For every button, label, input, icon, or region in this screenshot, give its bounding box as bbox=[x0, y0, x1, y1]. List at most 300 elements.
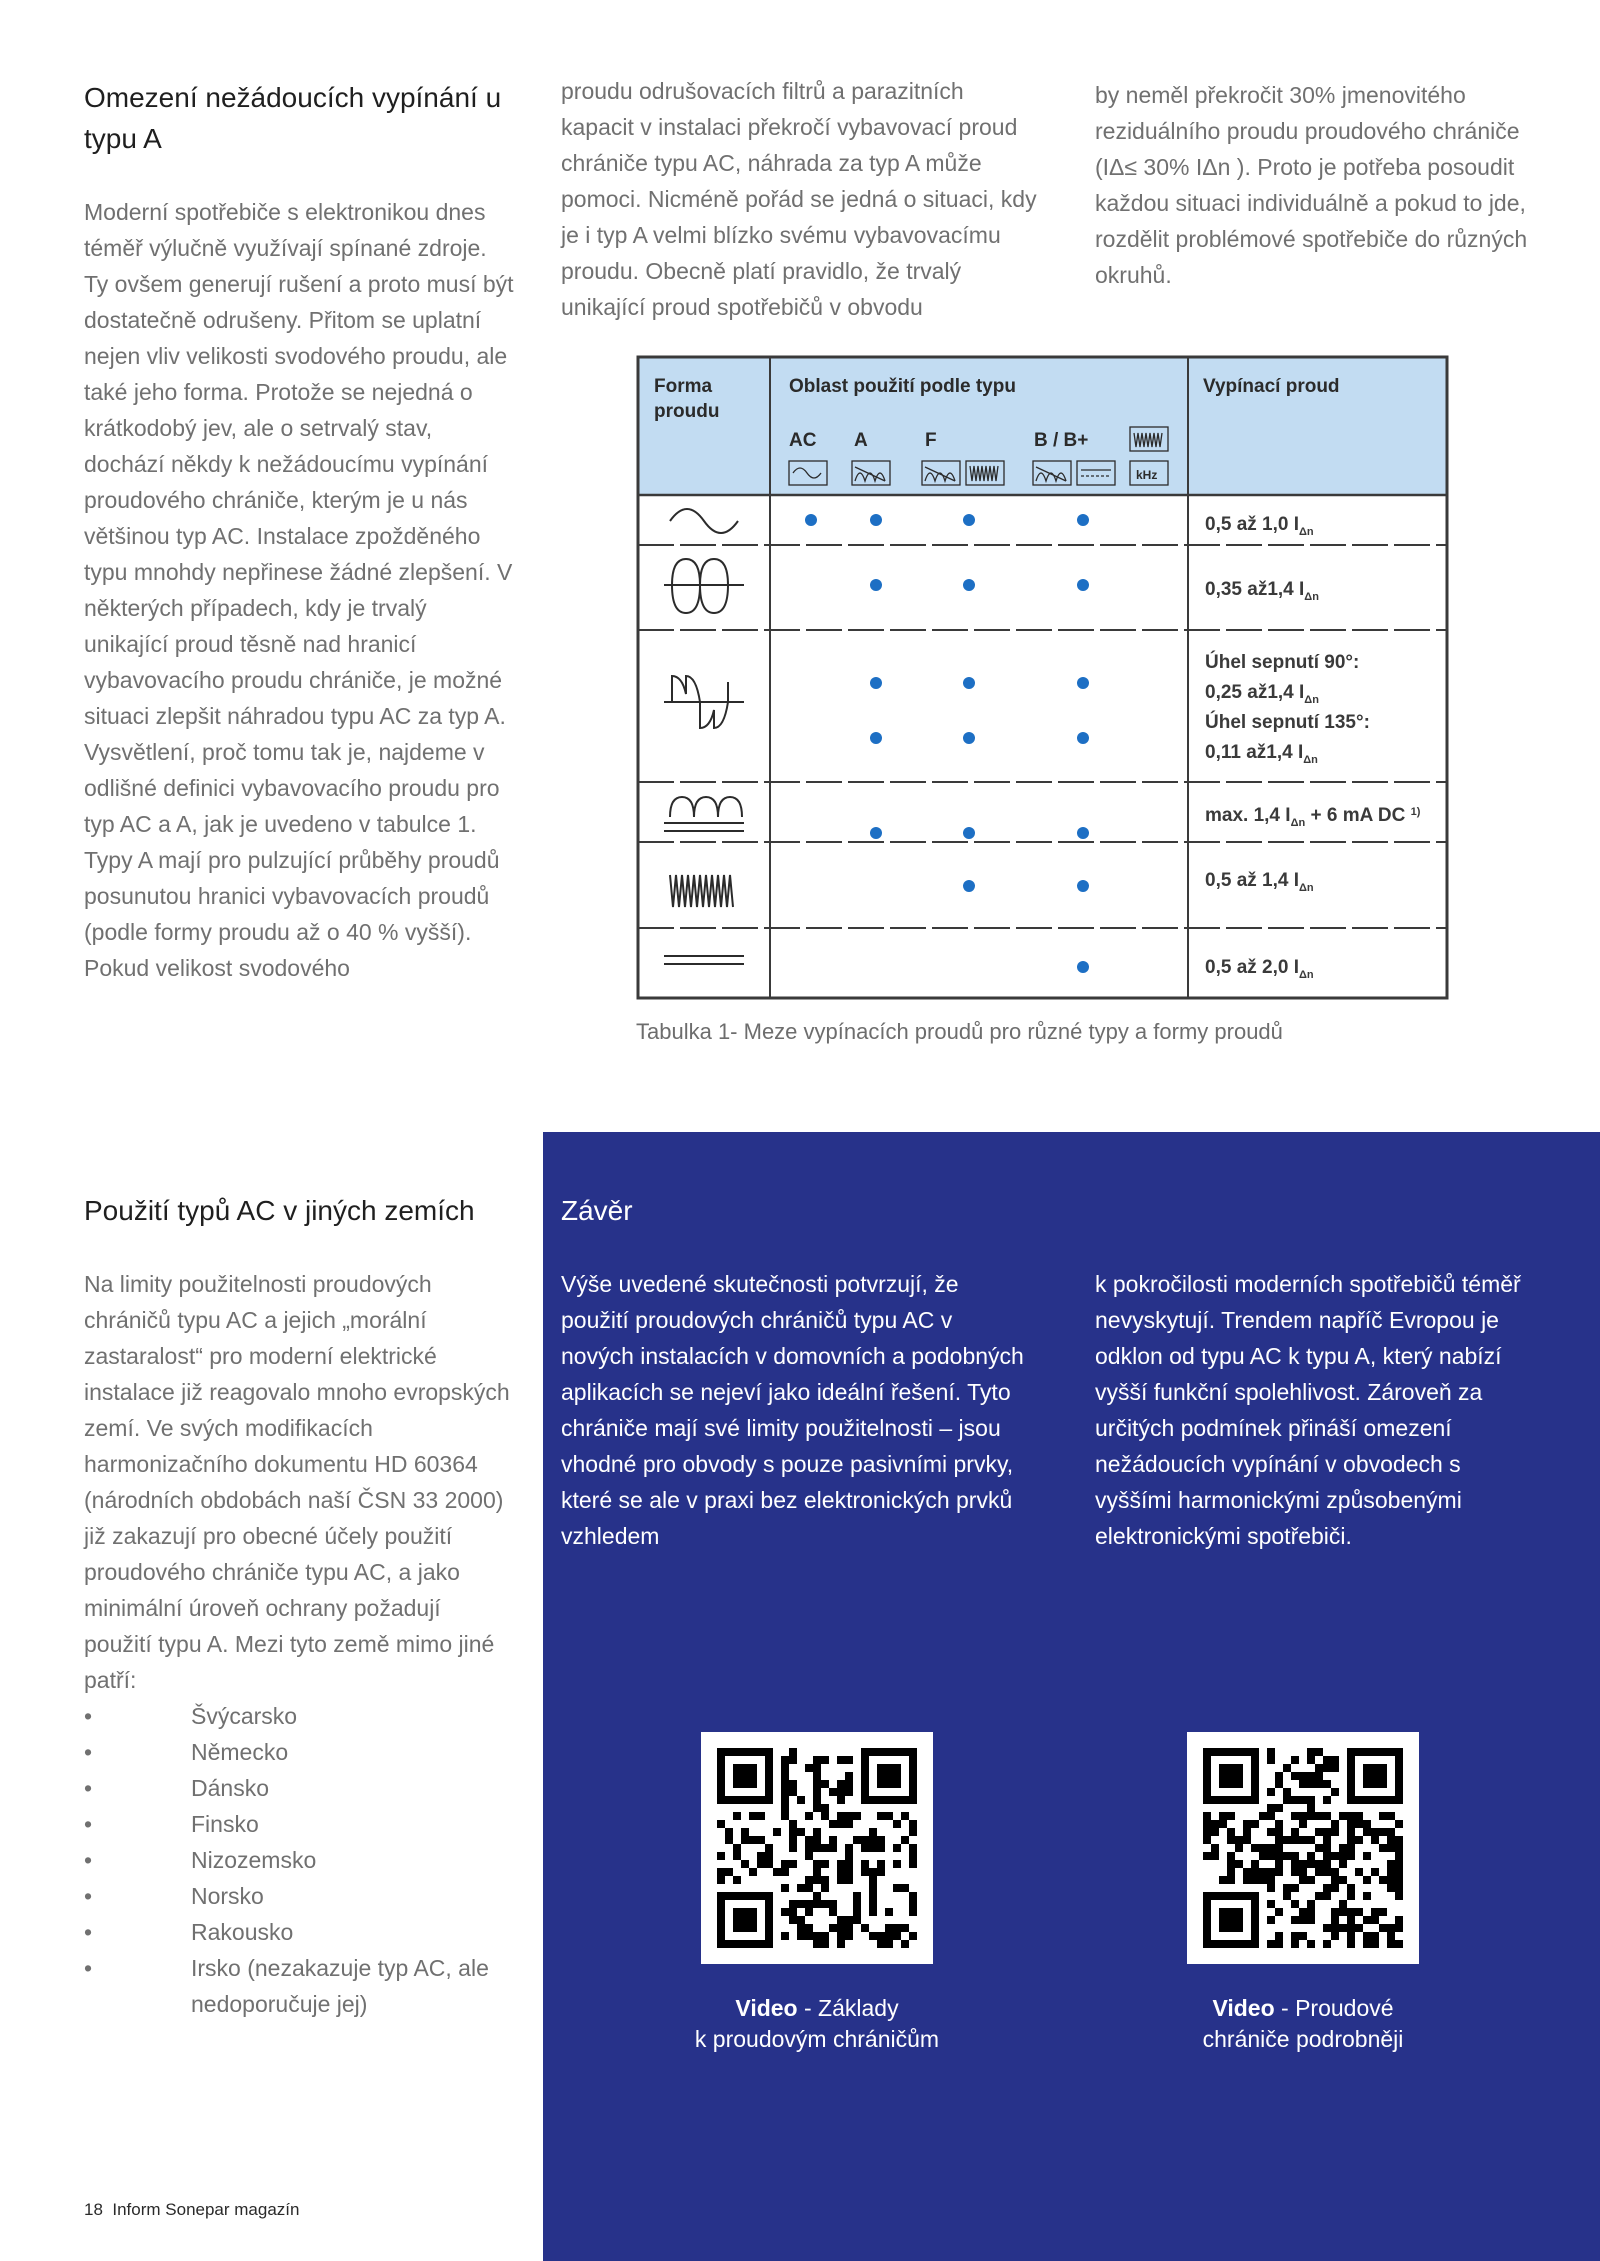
qr-module bbox=[837, 1932, 845, 1940]
pulsating-dc-smooth-offset-icon bbox=[664, 797, 744, 831]
qr-module bbox=[1323, 1884, 1331, 1892]
qr-module bbox=[821, 1932, 829, 1940]
qr-module bbox=[1259, 1876, 1267, 1884]
qr-module bbox=[893, 1860, 901, 1868]
qr-module bbox=[1395, 1820, 1403, 1828]
type-dot bbox=[1077, 961, 1089, 973]
qr-module bbox=[821, 1804, 829, 1812]
qr-module bbox=[1307, 1748, 1315, 1756]
qr-module bbox=[821, 1884, 829, 1892]
qr-module bbox=[1267, 1852, 1275, 1860]
qr-module bbox=[1275, 1772, 1283, 1780]
qr-module bbox=[1339, 1908, 1347, 1916]
qr-module bbox=[1267, 1748, 1275, 1756]
qr-module bbox=[1283, 1788, 1291, 1796]
qr-module bbox=[869, 1868, 877, 1876]
qr-caption-basics[interactable]: Video - Základy k proudovým chráničům bbox=[694, 1995, 940, 2052]
country-list-item bbox=[84, 1914, 514, 1950]
qr-module bbox=[733, 1876, 741, 1884]
qr-module bbox=[1259, 1852, 1267, 1860]
qr-module bbox=[1275, 1844, 1283, 1852]
qr-module bbox=[1299, 1908, 1307, 1916]
qr-module bbox=[877, 1812, 885, 1820]
qr-module bbox=[877, 1932, 885, 1940]
qr-module bbox=[1243, 1836, 1251, 1844]
qr-module bbox=[861, 1860, 869, 1868]
qr-module bbox=[861, 1868, 869, 1876]
qr-module bbox=[789, 1756, 797, 1764]
qr-module bbox=[789, 1908, 797, 1916]
qr-module bbox=[1307, 1876, 1315, 1884]
qr-module bbox=[813, 1828, 821, 1836]
qr-module bbox=[1347, 1844, 1355, 1852]
qr-module bbox=[869, 1844, 877, 1852]
qr-module bbox=[1251, 1868, 1259, 1876]
qr-module bbox=[1275, 1820, 1283, 1828]
type-dot bbox=[963, 677, 975, 689]
qr-module bbox=[1275, 1836, 1283, 1844]
qr-module bbox=[805, 1884, 813, 1892]
qr-module bbox=[1347, 1812, 1355, 1820]
qr-module bbox=[853, 1836, 861, 1844]
qr-module bbox=[1331, 1916, 1339, 1924]
qr-module bbox=[1339, 1860, 1347, 1868]
qr-module bbox=[1315, 1828, 1323, 1836]
qr-module bbox=[1331, 1764, 1339, 1772]
qr-caption-details[interactable]: Video - Proudové chrániče podrobněji bbox=[1202, 1995, 1404, 2052]
qr-module bbox=[1339, 1852, 1347, 1860]
qr-module bbox=[781, 1780, 789, 1788]
qr-module bbox=[1379, 1924, 1387, 1932]
qr-module bbox=[1267, 1844, 1275, 1852]
qr-module bbox=[789, 1820, 797, 1828]
qr-module bbox=[1267, 1876, 1275, 1884]
qr-module bbox=[821, 1756, 829, 1764]
qr-module bbox=[1291, 1852, 1299, 1860]
qr-module bbox=[717, 1876, 725, 1884]
qr-module bbox=[901, 1940, 909, 1948]
qr-module bbox=[845, 1876, 853, 1884]
trip-row-4: max. 1,4 $I_{\Delta n} + 6$ mA DC $^{1)}$ bbox=[1205, 805, 1421, 829]
qr-module bbox=[1331, 1820, 1339, 1828]
qr-module bbox=[837, 1916, 845, 1924]
qr-module bbox=[1387, 1884, 1395, 1892]
page-number: 18 bbox=[84, 2200, 103, 2219]
qr-module bbox=[1299, 1932, 1307, 1940]
type-dot bbox=[963, 514, 975, 526]
conclusion-heading: Závěr bbox=[561, 1195, 633, 1226]
qr-module bbox=[1331, 1756, 1339, 1764]
qr-module bbox=[813, 1940, 821, 1948]
qr-module bbox=[757, 1812, 765, 1820]
qr-module bbox=[1387, 1924, 1395, 1932]
qr-module bbox=[1387, 1836, 1395, 1844]
qr-module bbox=[1299, 1772, 1307, 1780]
qr-module bbox=[805, 1764, 813, 1772]
qr-module bbox=[1307, 1908, 1315, 1916]
qr-module bbox=[1243, 1876, 1251, 1884]
qr-module bbox=[1347, 1908, 1355, 1916]
qr-module bbox=[789, 1788, 797, 1796]
section1-col2-text: proudu odrušovacích filtrů a parazitních kapacit v instalaci překročí vybavovací proud chrániče typu AC, náhrada za typ A může pomoci. Nicméně pořád se jedná o situaci, kdy je i typ A velmi blízko svému vybavovacímu proudu. Obecně platí pravidlo, že trvalý unikající proud spotřebičů v obvodu bbox=[561, 78, 1037, 320]
qr-module bbox=[853, 1908, 861, 1916]
qr-module bbox=[805, 1844, 813, 1852]
qr-module bbox=[1275, 1828, 1283, 1836]
qr-module bbox=[1203, 1852, 1211, 1860]
qr-module bbox=[765, 1860, 773, 1868]
qr-module bbox=[829, 1924, 837, 1932]
qr-module bbox=[861, 1924, 869, 1932]
qr-module bbox=[1379, 1876, 1387, 1884]
qr-module bbox=[869, 1884, 877, 1892]
qr-module bbox=[1227, 1860, 1235, 1868]
qr-module bbox=[909, 1860, 917, 1868]
qr-module bbox=[773, 1828, 781, 1836]
type-dot bbox=[1077, 514, 1089, 526]
qr-module bbox=[1299, 1796, 1307, 1804]
qr-module bbox=[837, 1756, 845, 1764]
qr-module bbox=[1363, 1828, 1371, 1836]
qr-module bbox=[1323, 1940, 1331, 1948]
qr-module bbox=[1299, 1868, 1307, 1876]
qr-module bbox=[1211, 1820, 1219, 1828]
qr-module bbox=[1371, 1916, 1379, 1924]
trip-row-3-line2: 0,25 až1,4 $I_{\Delta n}$ bbox=[1205, 682, 1319, 706]
qr-module bbox=[1251, 1820, 1259, 1828]
qr-module bbox=[1291, 1932, 1299, 1940]
qr-module bbox=[1259, 1844, 1267, 1852]
section-heading-other-countries: Použití typů AC v jiných zemích bbox=[84, 1195, 475, 1226]
qr-module bbox=[1387, 1860, 1395, 1868]
type-dot bbox=[963, 827, 975, 839]
qr-module bbox=[1219, 1812, 1227, 1820]
qr-module bbox=[1331, 1876, 1339, 1884]
section-heading-unwanted-tripping: Omezení nežádoucích vypínání u typu A bbox=[84, 82, 502, 154]
qr-module bbox=[1315, 1772, 1323, 1780]
qr-module bbox=[757, 1852, 765, 1860]
qr-module bbox=[1291, 1772, 1299, 1780]
qr-module bbox=[813, 1780, 821, 1788]
country-list-item bbox=[84, 1698, 514, 1734]
country-name: Dánsko bbox=[191, 1775, 269, 1801]
qr-module bbox=[1275, 1868, 1283, 1876]
qr-module bbox=[829, 1908, 837, 1916]
country-list-item bbox=[84, 1950, 514, 2022]
page-footer bbox=[84, 2200, 299, 2220]
type-label-f: F bbox=[925, 430, 937, 451]
section1-col1-text: Moderní spotřebiče s elektronikou dnes téměř výlučně využívají spínané zdroje. Ty ovšem generují rušení a proto musí být dostatečně odrušeny. Přitom se uplatní nejen vliv velikosti svodového proudu, ale také jeho forma. Protože se nejedná o krátkodobý jev, ale o setrvalý stav, dochází někdy k nežádoucímu vypínání proudového chrániče, kterým je u nás většinou typ AC. Instalace zpožděného typu mnohdy nepřinese žádné zlepšení. V některých případech, kdy je trvalý unikající proud těsně nad hranicí vybavovacího proudu chrániče, je možné situaci zlepšit náhradou typu AC za typ A. Vysvětlení, proč tomu tak je, najdeme v odlišné definici vybavovacího proudu pro typ AC a A, jak je uvedeno v tabulce 1. Typy A mají pro pulzující průběhy proudů posunutou hranici vybavovacích proudů (podle formy proudu až o 40 % vyšší). Pokud velikost svodového bbox=[84, 199, 514, 981]
qr-module bbox=[1291, 1860, 1299, 1868]
qr-module bbox=[1267, 1916, 1275, 1924]
qr-module bbox=[821, 1900, 829, 1908]
qr-module bbox=[1315, 1748, 1323, 1756]
qr-module bbox=[1347, 1940, 1355, 1948]
qr-module bbox=[781, 1764, 789, 1772]
qr-module bbox=[1371, 1940, 1379, 1948]
qr-module bbox=[813, 1764, 821, 1772]
qr-module bbox=[1299, 1812, 1307, 1820]
qr-module bbox=[869, 1828, 877, 1836]
trip-row-2: 0,35 až1,4 $I_{\Delta n}$ bbox=[1205, 579, 1319, 603]
qr-module bbox=[1347, 1884, 1355, 1892]
type-dot bbox=[963, 579, 975, 591]
qr-module bbox=[1291, 1916, 1299, 1924]
qr-module bbox=[1227, 1812, 1235, 1820]
qr-module bbox=[821, 1940, 829, 1948]
country-list-item bbox=[84, 1734, 514, 1770]
type-dot bbox=[1077, 880, 1089, 892]
qr-module bbox=[901, 1884, 909, 1892]
bullet: • bbox=[84, 1739, 93, 1765]
qr-module bbox=[869, 1836, 877, 1844]
qr-module bbox=[1323, 1852, 1331, 1860]
qr-module bbox=[1363, 1940, 1371, 1948]
qr-module bbox=[885, 1932, 893, 1940]
qr-module bbox=[1211, 1852, 1219, 1860]
qr-module bbox=[845, 1820, 853, 1828]
qr-module bbox=[813, 1892, 821, 1900]
qr-module bbox=[797, 1796, 805, 1804]
qr-module bbox=[789, 1780, 797, 1788]
magazine-name: Inform Sonepar magazín bbox=[112, 2200, 300, 2219]
qr-module bbox=[1219, 1876, 1227, 1884]
type-dot bbox=[1077, 827, 1089, 839]
qr-module bbox=[837, 1788, 845, 1796]
qr-module bbox=[1307, 1836, 1315, 1844]
qr-module bbox=[1347, 1924, 1355, 1932]
qr-module bbox=[749, 1868, 757, 1876]
qr-module bbox=[1371, 1932, 1379, 1940]
qr-module bbox=[1339, 1876, 1347, 1884]
bullet: • bbox=[84, 1883, 93, 1909]
qr-module bbox=[725, 1868, 733, 1876]
qr-module bbox=[893, 1924, 901, 1932]
sine-wave-icon bbox=[670, 509, 738, 533]
qr-module bbox=[821, 1844, 829, 1852]
qr-module bbox=[1323, 1892, 1331, 1900]
qr-module bbox=[837, 1812, 845, 1820]
qr-module bbox=[781, 1812, 789, 1820]
qr-module bbox=[717, 1868, 725, 1876]
qr-module bbox=[901, 1836, 909, 1844]
qr-module bbox=[1203, 1812, 1211, 1820]
qr-module bbox=[1363, 1820, 1371, 1828]
qr-module bbox=[1291, 1940, 1299, 1948]
qr-module bbox=[1355, 1868, 1363, 1876]
qr-module bbox=[853, 1916, 861, 1924]
qr-module bbox=[789, 1836, 797, 1844]
header-form-line1: Forma bbox=[654, 376, 713, 397]
qr-module bbox=[1299, 1836, 1307, 1844]
qr-module bbox=[1291, 1868, 1299, 1876]
qr-module bbox=[1371, 1908, 1379, 1916]
qr-module bbox=[757, 1860, 765, 1868]
qr-module bbox=[1275, 1932, 1283, 1940]
qr-module bbox=[1355, 1812, 1363, 1820]
type-label-ac: AC bbox=[789, 430, 817, 451]
qr-module bbox=[1211, 1844, 1219, 1852]
qr-module bbox=[853, 1892, 861, 1900]
qr-module bbox=[1363, 1876, 1371, 1884]
qr-module bbox=[1267, 1940, 1275, 1948]
qr-module bbox=[1259, 1868, 1267, 1876]
qr-module bbox=[1251, 1860, 1259, 1868]
qr-module bbox=[837, 1924, 845, 1932]
qr-module bbox=[1267, 1756, 1275, 1764]
header-area: Oblast použití podle typu bbox=[789, 376, 1016, 397]
qr-module bbox=[789, 1860, 797, 1868]
trip-row-1: 0,5 až 1,0 $I_{\Delta n}$ bbox=[1205, 514, 1314, 538]
qr-module bbox=[741, 1836, 749, 1844]
bullet: • bbox=[84, 1955, 93, 1981]
qr-module bbox=[1323, 1860, 1331, 1868]
section1-col3-text: by neměl překročit 30% jmenovitého reziduálního proudu proudového chrániče (IΔ≤ 30% IΔn ). Proto je potřeba posoudit každou situaci individuálně a pokud to jde, rozdělit problémové spotřebiče do různých okruhů. bbox=[1095, 82, 1528, 288]
qr-module bbox=[853, 1812, 861, 1820]
qr-module bbox=[1323, 1844, 1331, 1852]
qr-module bbox=[845, 1812, 853, 1820]
qr-module bbox=[781, 1860, 789, 1868]
qr-code-basics[interactable] bbox=[701, 1732, 933, 1964]
qr-module bbox=[1227, 1836, 1235, 1844]
qr-module bbox=[733, 1852, 741, 1860]
qr-module bbox=[1251, 1844, 1259, 1852]
qr-module bbox=[1315, 1780, 1323, 1788]
qr-module bbox=[781, 1756, 789, 1764]
qr-module bbox=[813, 1772, 821, 1780]
qr-module bbox=[1307, 1916, 1315, 1924]
type-label-a: A bbox=[854, 430, 868, 451]
qr-module bbox=[1243, 1820, 1251, 1828]
qr-module bbox=[813, 1868, 821, 1876]
qr-module bbox=[1211, 1828, 1219, 1836]
country-name: Norsko bbox=[191, 1883, 264, 1909]
trip-row-6: 0,5 až 2,0 $I_{\Delta n}$ bbox=[1205, 957, 1314, 981]
qr-module bbox=[845, 1916, 853, 1924]
qr-module bbox=[829, 1844, 837, 1852]
qr-module bbox=[893, 1932, 901, 1940]
qr-module bbox=[781, 1772, 789, 1780]
country-name: Německo bbox=[191, 1739, 289, 1765]
qr-module bbox=[805, 1852, 813, 1860]
qr-module bbox=[909, 1900, 917, 1908]
qr-module bbox=[1387, 1940, 1395, 1948]
qr-module bbox=[1243, 1828, 1251, 1836]
phase-angle-cut-icon bbox=[664, 676, 744, 728]
qr-module bbox=[813, 1876, 821, 1884]
qr-module bbox=[781, 1884, 789, 1892]
qr-module bbox=[845, 1844, 853, 1852]
qr-module bbox=[877, 1940, 885, 1948]
qr-module bbox=[853, 1900, 861, 1908]
type-dot bbox=[1077, 732, 1089, 744]
qr-module bbox=[725, 1836, 733, 1844]
qr-module bbox=[1395, 1884, 1403, 1892]
type-dot bbox=[963, 880, 975, 892]
bullet: • bbox=[84, 1919, 93, 1945]
qr-module bbox=[741, 1860, 749, 1868]
qr-module bbox=[1347, 1852, 1355, 1860]
type-dot bbox=[870, 732, 882, 744]
qr-module bbox=[1283, 1884, 1291, 1892]
qr-module bbox=[845, 1756, 853, 1764]
qr-module bbox=[1323, 1924, 1331, 1932]
qr-module bbox=[1275, 1908, 1283, 1916]
bullet: • bbox=[84, 1703, 93, 1729]
trip-row-5: 0,5 až 1,4 $I_{\Delta n}$ bbox=[1205, 870, 1314, 894]
qr-module bbox=[1251, 1876, 1259, 1884]
qr-module bbox=[837, 1860, 845, 1868]
qr-module bbox=[789, 1828, 797, 1836]
qr-module bbox=[1347, 1916, 1355, 1924]
qr-module bbox=[893, 1844, 901, 1852]
qr-module bbox=[1347, 1836, 1355, 1844]
qr-module bbox=[1283, 1836, 1291, 1844]
pulsating-dc-icon bbox=[664, 559, 744, 613]
qr-module bbox=[1395, 1852, 1403, 1860]
qr-module bbox=[821, 1860, 829, 1868]
qr-code-details[interactable] bbox=[1187, 1732, 1419, 1964]
qr-module bbox=[845, 1932, 853, 1940]
section2-text: Na limity použitelnosti proudových chráničů typu AC a jejich „morální zastaralost“ pro moderní elektrické instalace již reagovalo mnoho evropských zemí. Ve svých modifikacích harmonizačního dokumentu HD 60364 (národních obdobách naší ČSN 33 2000) již zakazují pro obecné účely použití proudového chrániče typu AC, a jako minimální úroveň ochrany požadují použití typu A. Mezi tyto země mimo jiné patří: bbox=[84, 1271, 510, 1693]
qr-module bbox=[1331, 1908, 1339, 1916]
qr-module bbox=[1267, 1812, 1275, 1820]
qr-module bbox=[877, 1836, 885, 1844]
qr-module bbox=[1243, 1868, 1251, 1876]
qr-module bbox=[1299, 1780, 1307, 1788]
qr-module bbox=[1379, 1828, 1387, 1836]
qr-module bbox=[1331, 1828, 1339, 1836]
qr-module bbox=[1299, 1820, 1307, 1828]
qr-module bbox=[909, 1908, 917, 1916]
qr-module bbox=[1315, 1892, 1323, 1900]
qr-module bbox=[813, 1860, 821, 1868]
qr-module bbox=[837, 1796, 845, 1804]
qr-module bbox=[1363, 1932, 1371, 1940]
qr-module bbox=[1283, 1764, 1291, 1772]
qr-module bbox=[789, 1900, 797, 1908]
qr-module bbox=[1323, 1812, 1331, 1820]
qr-module bbox=[765, 1852, 773, 1860]
qr-module bbox=[1267, 1828, 1275, 1836]
qr-module bbox=[757, 1836, 765, 1844]
qr-module bbox=[1331, 1924, 1339, 1932]
type-label-b: B / B+ bbox=[1034, 430, 1089, 451]
qr-module bbox=[1299, 1860, 1307, 1868]
qr-module bbox=[805, 1812, 813, 1820]
qr-module bbox=[813, 1844, 821, 1852]
qr-module bbox=[813, 1796, 821, 1804]
qr-module bbox=[1371, 1868, 1379, 1876]
bullet: • bbox=[84, 1847, 93, 1873]
qr-module bbox=[1339, 1812, 1347, 1820]
type-dot bbox=[963, 732, 975, 744]
qr-module bbox=[821, 1812, 829, 1820]
country-list bbox=[84, 1698, 514, 2022]
qr-module bbox=[813, 1900, 821, 1908]
qr-module bbox=[1275, 1940, 1283, 1948]
qr-module bbox=[845, 1860, 853, 1868]
qr-module bbox=[869, 1876, 877, 1884]
qr-module bbox=[1355, 1836, 1363, 1844]
qr-module bbox=[1323, 1836, 1331, 1844]
qr-module bbox=[1283, 1892, 1291, 1900]
qr-module bbox=[1363, 1892, 1371, 1900]
qr-module bbox=[1331, 1868, 1339, 1876]
country-list-item bbox=[84, 1770, 514, 1806]
country-list-item bbox=[84, 1806, 514, 1842]
qr-module bbox=[1267, 1804, 1275, 1812]
qr-module bbox=[1323, 1828, 1331, 1836]
